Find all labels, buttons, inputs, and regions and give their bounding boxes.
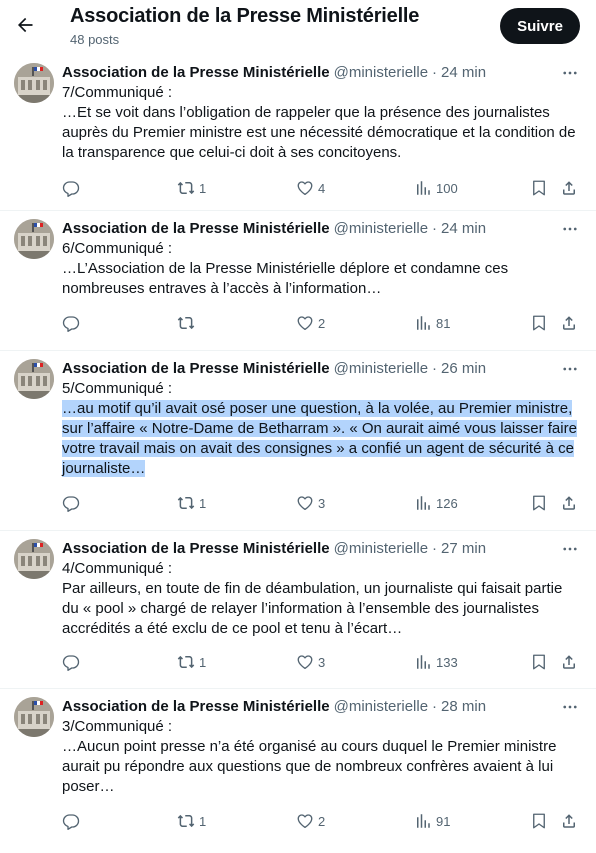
separator-dot: · [432, 220, 438, 237]
more-button[interactable] [556, 697, 584, 717]
reply-icon [62, 653, 80, 671]
tweet-text [62, 717, 582, 797]
profile-header [0, 0, 596, 55]
back-button[interactable] [8, 8, 42, 42]
tweet-text [62, 239, 582, 299]
views-button[interactable] [414, 492, 458, 514]
reply-button[interactable] [62, 492, 84, 514]
views-button[interactable] [414, 312, 450, 334]
tweet-text-part: 5/Communiqué : [62, 380, 173, 397]
reply-button[interactable] [62, 177, 84, 199]
view-count: 133 [436, 654, 458, 670]
share-button[interactable] [560, 810, 578, 832]
share-button[interactable] [560, 651, 578, 673]
avatar[interactable] [14, 219, 54, 259]
share-icon [560, 812, 578, 830]
view-count: 91 [436, 813, 451, 829]
share-button[interactable] [560, 312, 578, 334]
tweet-actions [62, 177, 584, 199]
like-count: 2 [318, 813, 326, 829]
views-icon [414, 179, 432, 197]
retweet-button[interactable] [177, 492, 206, 514]
retweet-button[interactable] [177, 312, 199, 334]
retweet-icon [177, 494, 195, 512]
more-horizontal-icon [561, 360, 579, 378]
views-button[interactable] [414, 810, 450, 832]
views-button[interactable] [414, 651, 458, 673]
retweet-button[interactable] [177, 651, 206, 673]
retweet-icon [177, 812, 195, 830]
share-button[interactable] [560, 492, 578, 514]
retweet-icon [177, 314, 195, 332]
like-button[interactable] [296, 177, 325, 199]
tweet-handle[interactable]: @ministerielle [333, 220, 429, 237]
bookmark-button[interactable] [530, 651, 548, 673]
retweet-icon [177, 179, 195, 197]
tweet-text [62, 83, 582, 163]
share-icon [560, 314, 578, 332]
reply-icon [62, 494, 80, 512]
reply-button[interactable] [62, 312, 84, 334]
like-button[interactable] [296, 492, 325, 514]
heart-icon [296, 653, 314, 671]
reply-button[interactable] [62, 651, 84, 673]
tweet-actions [62, 810, 584, 832]
bookmark-button[interactable] [530, 312, 548, 334]
share-icon [560, 653, 578, 671]
heart-icon [296, 314, 314, 332]
view-count: 126 [436, 495, 458, 511]
like-button[interactable] [296, 810, 325, 832]
like-count: 4 [318, 180, 326, 196]
avatar[interactable] [14, 359, 54, 399]
tweet-author[interactable]: Association de la Presse Ministérielle [62, 64, 330, 81]
tweet-time[interactable]: 28 min [441, 698, 487, 715]
tweet-actions [62, 651, 584, 673]
more-button[interactable] [556, 539, 584, 559]
profile-name: Association de la Presse Ministérielle [70, 5, 420, 27]
avatar[interactable] [14, 539, 54, 579]
tweet-handle[interactable]: @ministerielle [333, 698, 429, 715]
selected-text-highlight: …au motif qu’il avait osé poser une question, à la volée, au Premier ministre, sur l’affaire « Notre-Dame de Betharram ». « On aurait aimé vous laisser faire votre travail mais on avait des consignes » a confié un agent de sécurité à ce journaliste… [62, 400, 577, 477]
more-horizontal-icon [561, 64, 579, 82]
heart-icon [296, 179, 314, 197]
more-button[interactable] [556, 359, 584, 379]
views-icon [414, 494, 432, 512]
more-horizontal-icon [561, 540, 579, 558]
share-icon [560, 179, 578, 197]
tweet-text-part: 7/Communiqué : …Et se voit dans l’obligation de rappeler que la présence des journalistes auprès du Premier ministre est une nécessité démocratique et la condition de la transparence que celui-ci doit à ses concitoyens. [62, 84, 576, 161]
retweet-count: 1 [199, 813, 207, 829]
tweet-card[interactable] [0, 211, 596, 351]
avatar[interactable] [14, 63, 54, 103]
tweet-text [62, 379, 582, 479]
tweet-card[interactable] [0, 55, 596, 211]
tweet-handle[interactable]: @ministerielle [333, 540, 429, 557]
avatar[interactable] [14, 697, 54, 737]
tweet-text-part: 6/Communiqué : …L’Association de la Presse Ministérielle déplore et condamne ces nombreuses entraves à l’accès à l’information… [62, 240, 509, 297]
tweet-actions [62, 312, 584, 334]
heart-icon [296, 812, 314, 830]
retweet-icon [177, 653, 195, 671]
like-count: 3 [318, 495, 326, 511]
tweet-author[interactable]: Association de la Presse Ministérielle [62, 540, 330, 557]
tweet-card[interactable] [0, 351, 596, 531]
like-count: 3 [318, 654, 326, 670]
tweet-card[interactable] [0, 689, 596, 849]
retweet-count: 1 [199, 654, 207, 670]
tweet-author[interactable]: Association de la Presse Ministérielle [62, 698, 330, 715]
tweet-author[interactable]: Association de la Presse Ministérielle [62, 220, 330, 237]
tweet-actions [62, 492, 584, 514]
arrow-left-icon [15, 15, 35, 35]
more-horizontal-icon [561, 698, 579, 716]
tweet-text-part: 3/Communiqué : …Aucun point presse n’a été organisé au cours duquel le Premier ministre aurait pu répondre aux questions que de nombreux confrères avaient à lui poser… [62, 718, 557, 795]
bookmark-button[interactable] [530, 492, 548, 514]
views-button[interactable] [414, 177, 458, 199]
retweet-count: 1 [199, 495, 207, 511]
share-button[interactable] [560, 177, 578, 199]
separator-dot: · [432, 540, 438, 557]
bookmark-icon [530, 653, 548, 671]
reply-icon [62, 812, 80, 830]
reply-button[interactable] [62, 810, 84, 832]
tweet-handle[interactable]: @ministerielle [333, 64, 429, 81]
bookmark-icon [530, 179, 548, 197]
tweet-time[interactable]: 24 min [441, 64, 487, 81]
reply-icon [62, 179, 80, 197]
tweet-text-part: 4/Communiqué : Par ailleurs, en toute de fin de déambulation, un journaliste qui faisait partie du « pool » chargé de relayer l’information à l’ensemble des journalistes accrédités a été exclu de ce pool et tenu à l’écart… [62, 560, 563, 637]
like-button[interactable] [296, 651, 325, 673]
views-icon [414, 812, 432, 830]
tweet-handle[interactable]: @ministerielle [333, 360, 429, 377]
more-button[interactable] [556, 219, 584, 239]
share-icon [560, 494, 578, 512]
tweet-time[interactable]: 27 min [441, 540, 487, 557]
like-count: 2 [318, 315, 326, 331]
reply-icon [62, 314, 80, 332]
bookmark-icon [530, 314, 548, 332]
separator-dot: · [432, 64, 438, 81]
separator-dot: · [432, 698, 438, 715]
tweet-time[interactable]: 26 min [441, 360, 487, 377]
more-horizontal-icon [561, 220, 579, 238]
post-count: 48 posts [70, 32, 120, 47]
bookmark-button[interactable] [530, 810, 548, 832]
bookmark-icon [530, 494, 548, 512]
more-button[interactable] [556, 63, 584, 83]
bookmark-button[interactable] [530, 177, 548, 199]
tweet-time[interactable]: 24 min [441, 220, 487, 237]
follow-button[interactable]: Suivre [500, 8, 580, 44]
tweet-text [62, 559, 582, 639]
tweet-card[interactable] [0, 531, 596, 689]
timeline [0, 55, 596, 849]
bookmark-icon [530, 812, 548, 830]
view-count: 81 [436, 315, 451, 331]
tweet-author[interactable]: Association de la Presse Ministérielle [62, 360, 330, 377]
views-icon [414, 653, 432, 671]
view-count: 100 [436, 180, 458, 196]
separator-dot: · [432, 360, 438, 377]
views-icon [414, 314, 432, 332]
retweet-count: 1 [199, 180, 207, 196]
retweet-button[interactable] [177, 177, 206, 199]
heart-icon [296, 494, 314, 512]
like-button[interactable] [296, 312, 325, 334]
retweet-button[interactable] [177, 810, 206, 832]
